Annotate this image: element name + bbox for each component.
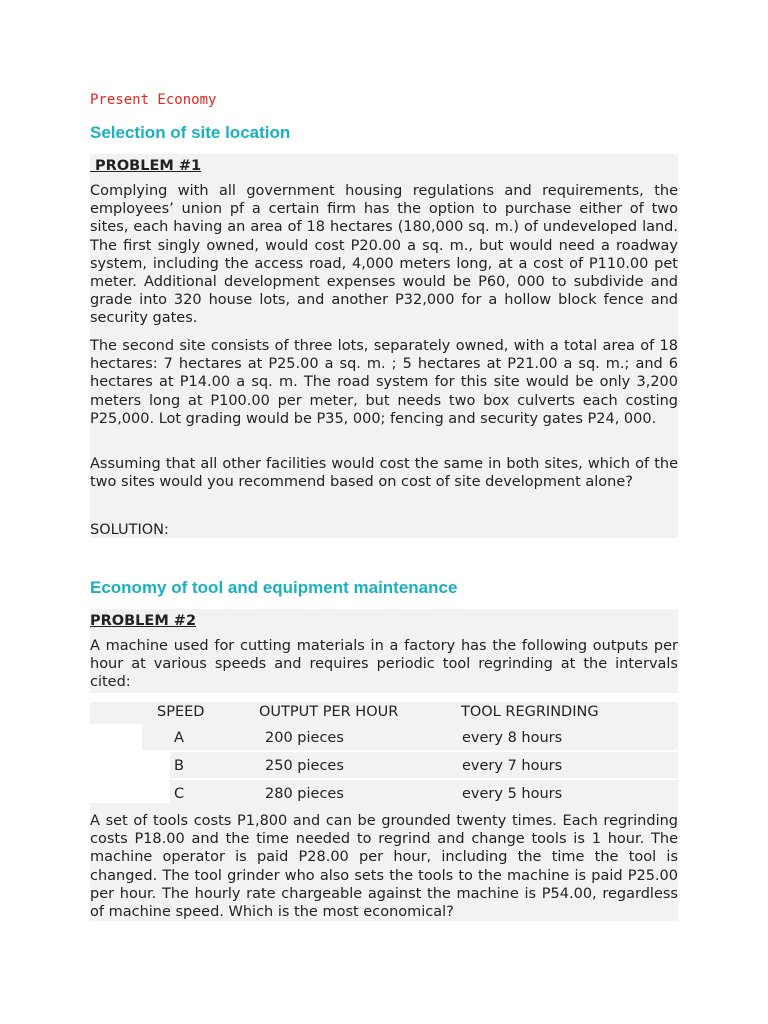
problem-2-block — [90, 609, 678, 693]
table-row — [170, 752, 678, 778]
solution-label: SOLUTION: — [90, 522, 169, 538]
table-cell-speed: A — [174, 730, 184, 746]
problem-1-title: PROBLEM #1 — [90, 158, 202, 174]
section-heading-tool-maintenance: Economy of tool and equipment maintenance — [90, 578, 458, 597]
problem-2-paragraph-1: A machine used for cutting materials in a factory has the following outputs per hour at various speeds and requires periodic tool regrinding at the intervals cited: — [90, 638, 678, 691]
table-header-regrinding: TOOL REGRINDING — [461, 704, 599, 720]
table-cell-regrinding: every 5 hours — [462, 786, 563, 802]
table-cell-output: 280 pieces — [265, 786, 344, 802]
table-header-speed: SPEED — [157, 704, 205, 720]
table-row — [142, 724, 678, 750]
table-cell-regrinding: every 7 hours — [462, 758, 563, 774]
table-cell-speed: C — [174, 786, 185, 802]
problem-2-continuation — [90, 803, 678, 921]
problem-1-block — [90, 154, 678, 538]
table-header-row — [90, 702, 678, 724]
section-heading-site-location: Selection of site location — [90, 123, 291, 142]
table-cell-output: 200 pieces — [265, 730, 344, 746]
problem-1-paragraph-3: Assuming that all other facilities would cost the same in both sites, which of the two sites would you recommend based on cost of site development alone? — [90, 456, 678, 491]
problem-2-title: PROBLEM #2 — [90, 613, 197, 629]
table-cell-regrinding: every 8 hours — [462, 730, 563, 746]
table-cell-output: 250 pieces — [265, 758, 344, 774]
problem-1-paragraph-1: Complying with all government housing regulations and requirements, the employees’ union pf a certain firm has the option to purchase either of two sites, each having an area of 18 hectares (180,000 sq. m.) of undeveloped land. The first singly owned, would cost P20.00 a sq. m., but would need a roadway system, including the access road, 4,000 meters long, at a cost of P110.00 pet meter. Additional development expenses would be P60, 000 to subdivide and grade into 320 house lots, and another P32,000 for a hollow block fence and security gates. — [90, 183, 678, 327]
top-label: Present Economy — [90, 92, 217, 108]
problem-2-paragraph-2: A set of tools costs P1,800 and can be grounded twenty times. Each regrinding costs P18.00 and the time needed to regrind and change tools is 1 hour. The machine operator is paid P28.00 per hour, including the time the tool is changed. The tool grinder who also sets the tools to the machine is paid P25.00 per hour. The hourly rate chargeable against the machine is P54.00, regardless of machine speed. Which is the most economical? — [90, 813, 678, 921]
table-cell-speed: B — [174, 758, 184, 774]
problem-1-paragraph-2: The second site consists of three lots, separately owned, with a total area of 18 hectares: 7 hectares at P25.00 a sq. m. ; 5 hectares at P21.00 a sq. m.; and 6 hectares at P14.00 a sq. m. The road system for this site would be only 3,200 meters long at P100.00 per meter, but needs two box culverts each costing P25,000. Lot grading would be P35, 000; fencing and security gates P24, 000. — [90, 338, 678, 427]
table-header-output: OUTPUT PER HOUR — [259, 704, 399, 720]
